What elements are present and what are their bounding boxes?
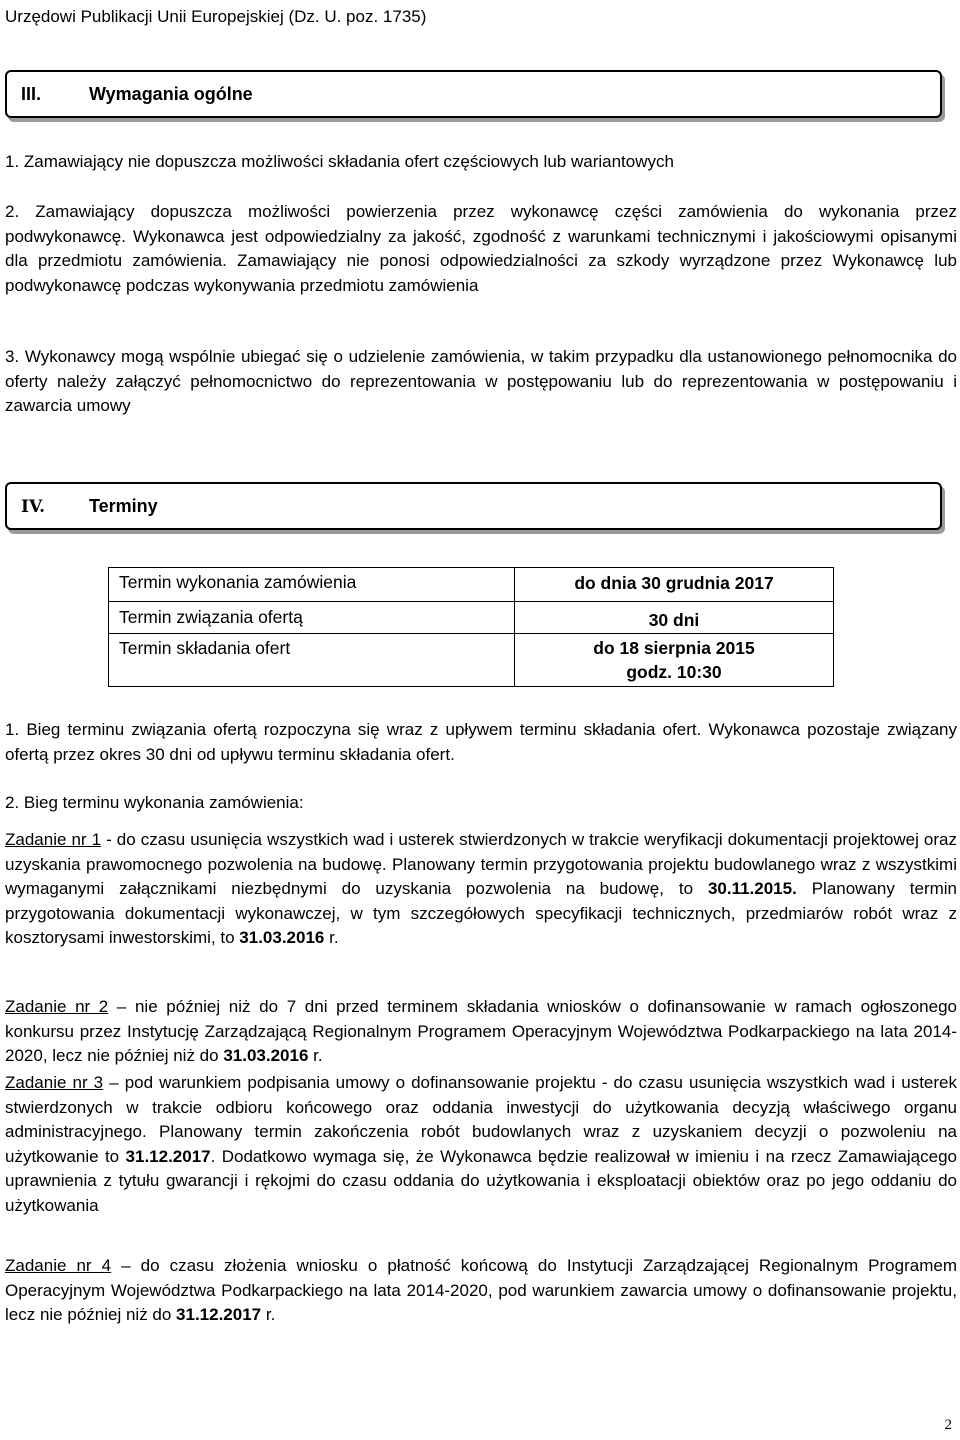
table-row (109, 634, 834, 687)
section-number: III. (21, 84, 42, 104)
task-text: r. (324, 928, 339, 947)
task-text: Planowany termin przygotowania dokumentacji wykonawczej, w tym szczegółowych specyfikacji technicznych, przedmiarów robót wraz z kosztorysami inwestorskimi, to (5, 879, 957, 947)
deadline-point-1: 1. Bieg terminu związania ofertą rozpoczyna się wraz z upływem terminu składania ofert. Wykonawca pozostaje związany ofertą przez okres 30 dni od upływu terminu składania ofert. (5, 720, 957, 764)
general-point-3: 3. Wykonawcy mogą wspólnie ubiegać się o udzielenie zamówienia, w takim przypadku dla ustanowionego pełnomocnika do oferty należy załączyć pełnomocnictwo do reprezentowania w postępowaniu lub do reprezentowania w postępowaniu i zawarcia umowy (5, 347, 957, 415)
task-label: Zadanie nr 2 (5, 997, 109, 1016)
term-value: 30 dni (515, 602, 834, 634)
task-text: r. (261, 1305, 276, 1324)
task-date: 31.03.2016 (239, 928, 325, 947)
section-number: IV. (21, 497, 46, 517)
header-reference: Urzędowi Publikacji Unii Europejskiej (Dz. U. poz. 1735) (5, 7, 427, 26)
task-date: 30.11.2015. (707, 879, 797, 898)
term-label: Termin składania ofert (109, 634, 515, 687)
section-title: Terminy (89, 496, 158, 516)
task-text: r. (308, 1046, 323, 1065)
task-3 (5, 1071, 957, 1218)
section-heading-requirements (5, 70, 942, 118)
page-number: 2 (944, 1417, 952, 1433)
term-label: Termin związania ofertą (109, 602, 515, 634)
term-label: Termin wykonania zamówienia (109, 568, 515, 602)
task-date: 31.03.2016 (223, 1046, 309, 1065)
task-label: Zadanie nr 4 (5, 1256, 112, 1275)
task-text: – nie później niż do 7 dni przed terminem składania wniosków o dofinansowanie w ramach ogłoszonego konkursu przez Instytucję Zarządzającą Regionalnym Programem Operacyjnym Województwa Podkarpackiego na lata 2014-2020, lecz nie później niż do (5, 997, 957, 1065)
table-row (109, 602, 834, 634)
task-text: - do czasu usunięcia wszystkich wad i usterek stwierdzonych w trakcie weryfikacji dokumentacji projektowej oraz uzyskania prawomocnego pozwolenia na budowę. Planowany termin przygotowania projektu budowlanego wraz z wszystkimi wymaganymi załącznikami niezbędnymi do uzyskania pozwolenia na budowę, to (5, 830, 958, 898)
task-2 (5, 995, 957, 1069)
deadline-point-2: 2. Bieg terminu wykonania zamówienia: (5, 793, 304, 812)
section-title: Wymagania ogólne (89, 84, 253, 104)
term-value: do dnia 30 grudnia 2017 (515, 568, 834, 602)
terms-table (108, 567, 834, 687)
task-date: 31.12.2017 (176, 1305, 262, 1324)
task-date: 31.12.2017 (125, 1146, 211, 1166)
table-row (109, 568, 834, 602)
term-value (515, 634, 834, 687)
task-4 (5, 1254, 957, 1328)
task-label: Zadanie nr 3 (5, 1073, 104, 1092)
task-text: – pod warunkiem podpisania umowy o dofinansowanie projektu - do czasu usunięcia wszystkich wad i usterek stwierdzonych w trakcie odbioru końcowego oraz oddania inwestycji do użytkowania decyzją właściwego organu administracyjnego. Planowany termin zakończenia robót budowlanych wraz z uzyskaniem decyzji o pozwoleniu na użytkowanie to (5, 1073, 957, 1166)
general-point-1: 1. Zamawiający nie dopuszcza możliwości składania ofert częściowych lub wariantowych (5, 152, 674, 171)
term-value-date: do 18 sierpnia 2015 (593, 638, 755, 658)
section-heading-deadlines (5, 482, 942, 530)
task-1 (5, 828, 957, 951)
task-text: . Dodatkowo wymaga się, że Wykonawca będzie realizował w imieniu i na rzecz Zamawiającego uprawnienia z tytułu gwarancji i rękojmi do czasu oddania do użytkowania i eksploatacji obiektów oraz po jego oddaniu do użytkowania (5, 1146, 957, 1215)
task-label: Zadanie nr 1 (5, 830, 102, 849)
term-value-time: godz. 10:30 (626, 662, 722, 682)
task-text: – do czasu złożenia wniosku o płatność końcową do Instytucji Zarządzającej Regionalnym Programem Operacyjnym Województwa Podkarpackiego na lata 2014-2020, pod warunkiem zawarcia umowy o dofinansowanie projektu, lecz nie później niż do (5, 1256, 957, 1324)
general-point-2: 2. Zamawiający dopuszcza możliwości powierzenia przez wykonawcę części zamówienia do wykonania przez podwykonawcę. Wykonawca jest odpowiedzialny za jakość, zgodność z warunkami technicznymi i jakościowymi opisanymi dla przedmiotu zamówienia. Zamawiający nie ponosi odpowiedzialności za szkody wyrządzone przez Wykonawcę lub podwykonawcę podczas wykonywania przedmiotu zamówienia (5, 202, 957, 295)
